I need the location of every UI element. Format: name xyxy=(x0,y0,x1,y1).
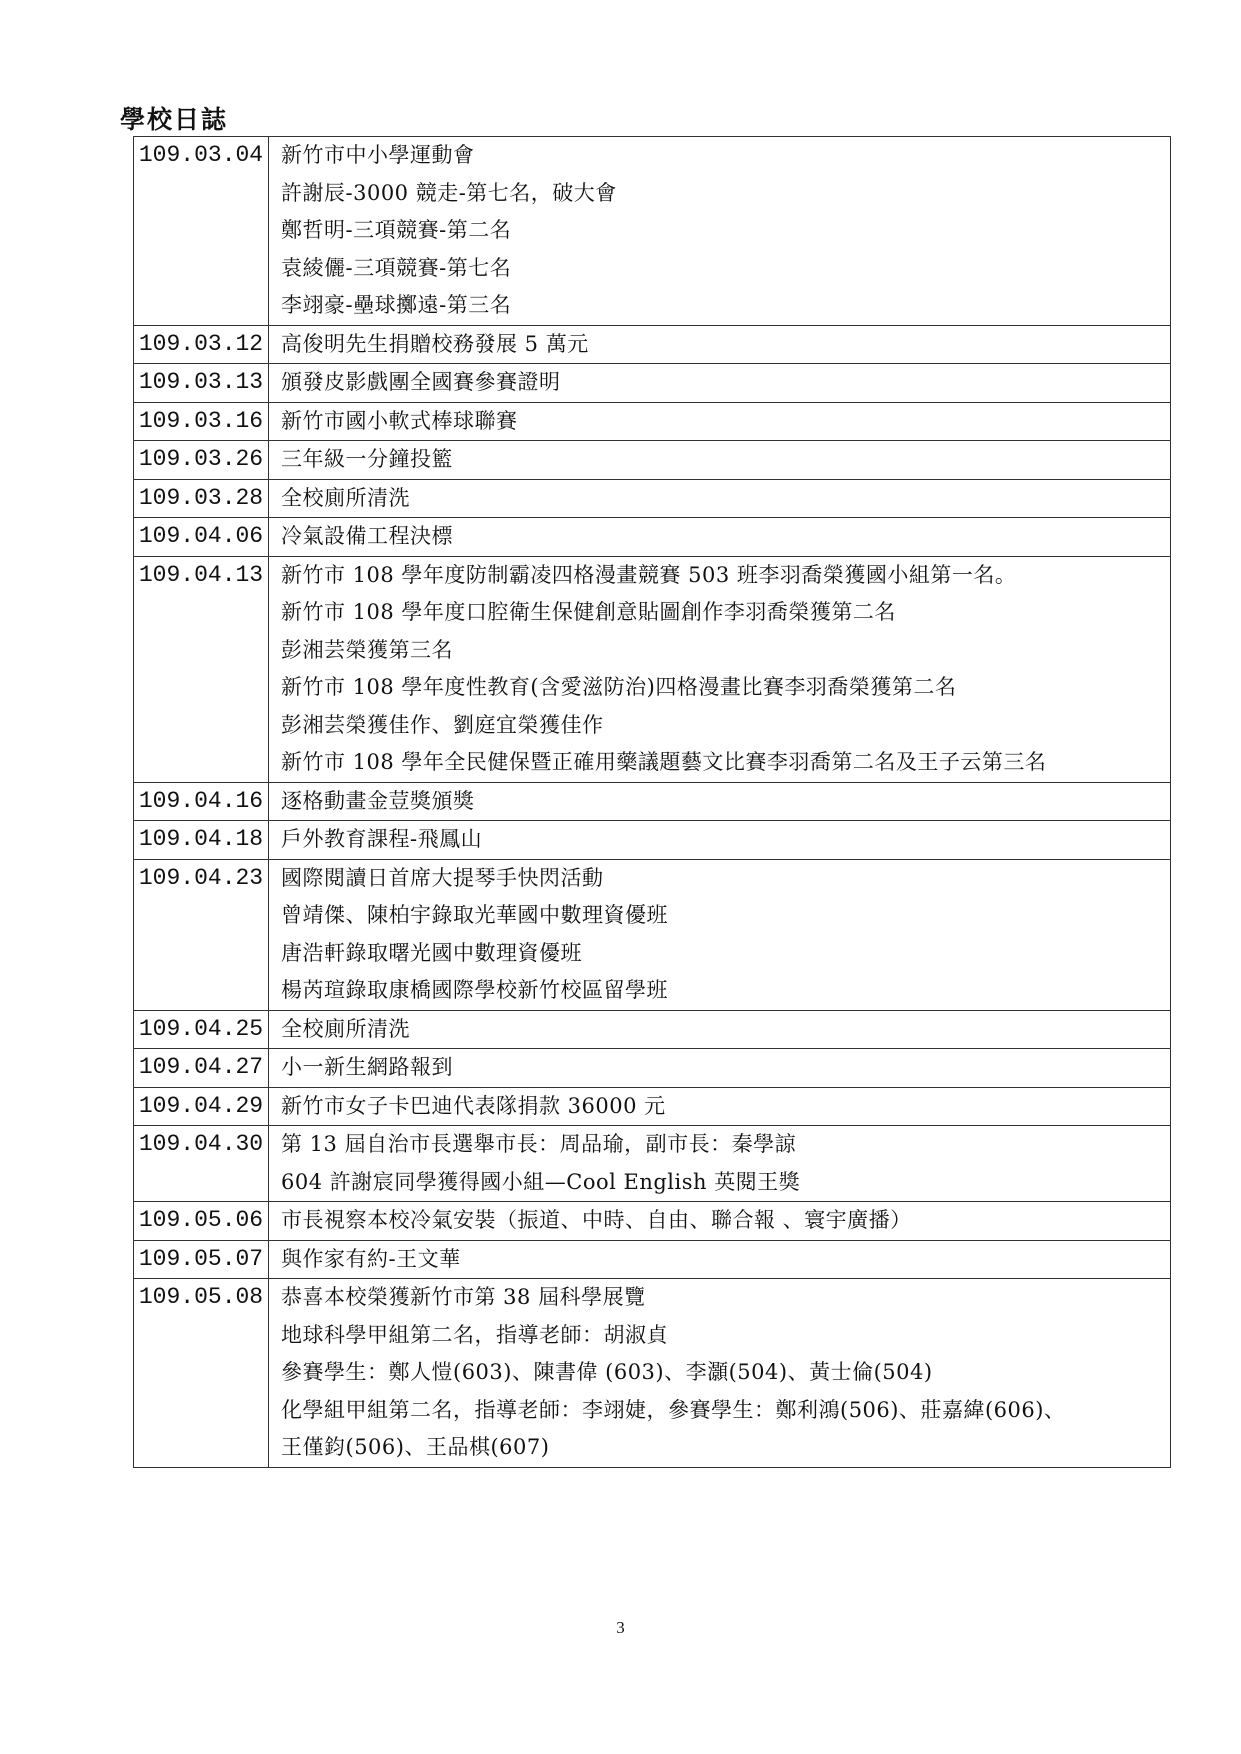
log-entry-row xyxy=(134,402,1171,441)
event-line: 新竹市 108 學年度口腔衛生保健創意貼圖創作李羽喬榮獲第二名 xyxy=(281,600,896,624)
entry-events xyxy=(269,1202,1171,1241)
event-line: 頒發皮影戲團全國賽參賽證明 xyxy=(281,370,561,394)
log-entry-row xyxy=(134,1087,1171,1126)
event-line: 楊芮瑄錄取康橋國際學校新竹校區留學班 xyxy=(281,978,668,1002)
event-line: 604 許謝宸同學獲得國小組—Cool English 英閱王獎 xyxy=(281,1169,801,1194)
entry-date: 109.04.06 xyxy=(134,518,269,557)
log-entry-row xyxy=(134,859,1171,1010)
event-line: 與作家有約-王文華 xyxy=(281,1246,461,1271)
entry-date: 109.03.26 xyxy=(134,441,269,480)
event-line: 三年級一分鐘投籃 xyxy=(281,447,453,471)
event-line: 地球科學甲組第二名，指導老師：胡淑貞 xyxy=(281,1322,668,1347)
entry-events xyxy=(269,859,1171,1010)
event-line: 新竹市國小軟式棒球聯賽 xyxy=(281,408,518,433)
event-line: 市長視察本校冷氣安裝（振道、中時、自由、聯合報 、寰宇廣播） xyxy=(281,1208,912,1232)
event-line: 逐格動畫金荳獎頒獎 xyxy=(281,788,475,813)
event-line: 新竹市 108 學年度防制霸凌四格漫畫競賽 503 班李羽喬榮獲國小組第一名。 xyxy=(281,562,1017,587)
entry-events xyxy=(269,479,1171,518)
event-line: 新竹市 108 學年度性教育(含愛滋防治)四格漫畫比賽李羽喬榮獲第二名 xyxy=(281,675,957,699)
entry-events xyxy=(269,518,1171,557)
event-line: 袁綾儷-三項競賽-第七名 xyxy=(281,255,512,280)
entry-date: 109.03.13 xyxy=(134,364,269,403)
entry-date: 109.04.27 xyxy=(134,1049,269,1088)
entry-events xyxy=(269,1087,1171,1126)
event-line: 參賽學生：鄭人愷(603)、陳書偉 (603)、李灝(504)、黃士倫(504) xyxy=(281,1360,933,1384)
event-line: 全校廁所清洗 xyxy=(281,485,410,510)
log-entry-row xyxy=(134,1010,1171,1049)
entry-date: 109.04.30 xyxy=(134,1126,269,1202)
log-entry-row xyxy=(134,325,1171,364)
event-line: 彭湘芸榮獲第三名 xyxy=(281,637,453,662)
event-line: 第 13 屆自治市長選舉市長：周品瑜，副市長：秦學諒 xyxy=(281,1132,797,1156)
log-entry-row xyxy=(134,518,1171,557)
event-line: 新竹市 108 學年全民健保暨正確用藥議題藝文比賽李羽喬第二名及王子云第三名 xyxy=(281,750,1047,774)
entry-events xyxy=(269,325,1171,364)
entry-events xyxy=(269,441,1171,480)
event-line: 許謝辰-3000 競走-第七名，破大會 xyxy=(281,180,617,205)
log-entry-row xyxy=(134,1279,1171,1468)
log-entry-row xyxy=(134,1202,1171,1241)
event-line: 王僅鈞(506)、王品棋(607) xyxy=(281,1435,550,1459)
entry-date: 109.04.13 xyxy=(134,556,269,782)
page-title: 學校日誌 xyxy=(120,105,229,134)
entry-date: 109.04.25 xyxy=(134,1010,269,1049)
entry-events xyxy=(269,364,1171,403)
log-entry-row xyxy=(134,556,1171,782)
entry-date: 109.04.16 xyxy=(134,782,269,821)
log-entry-row xyxy=(134,821,1171,860)
event-line: 小一新生網路報到 xyxy=(281,1055,453,1079)
entry-date: 109.04.18 xyxy=(134,821,269,860)
school-log-table xyxy=(133,136,1171,1468)
log-entry-row xyxy=(134,1240,1171,1279)
entry-date: 109.04.23 xyxy=(134,859,269,1010)
log-entry-row xyxy=(134,479,1171,518)
event-line: 恭喜本校榮獲新竹市第 38 屆科學展覽 xyxy=(281,1285,646,1309)
entry-events xyxy=(269,1049,1171,1088)
entry-events xyxy=(269,1126,1171,1202)
entry-events xyxy=(269,402,1171,441)
entry-date: 109.03.12 xyxy=(134,325,269,364)
event-line: 新竹市中小學運動會 xyxy=(281,143,475,167)
entry-date: 109.03.16 xyxy=(134,402,269,441)
log-entry-row xyxy=(134,441,1171,480)
page-number: 3 xyxy=(616,1618,625,1637)
event-line: 國際閱讀日首席大提琴手快閃活動 xyxy=(281,865,604,890)
event-line: 高俊明先生捐贈校務發展 5 萬元 xyxy=(281,331,589,356)
log-entry-row xyxy=(134,782,1171,821)
entry-events xyxy=(269,1240,1171,1279)
event-line: 李翊豪-壘球擲遠-第三名 xyxy=(281,293,512,317)
entry-events xyxy=(269,556,1171,782)
log-entry-row xyxy=(134,1126,1171,1202)
log-entry-row xyxy=(134,364,1171,403)
entry-events xyxy=(269,1010,1171,1049)
entry-events xyxy=(269,137,1171,326)
entry-date: 109.03.04 xyxy=(134,137,269,326)
log-entry-row xyxy=(134,1049,1171,1088)
log-entry-row xyxy=(134,137,1171,326)
event-line: 新竹市女子卡巴迪代表隊捐款 36000 元 xyxy=(281,1093,666,1118)
event-line: 全校廁所清洗 xyxy=(281,1016,410,1041)
entry-date: 109.04.29 xyxy=(134,1087,269,1126)
event-line: 曾靖傑、陳柏宇錄取光華國中數理資優班 xyxy=(281,903,668,927)
entry-events xyxy=(269,821,1171,860)
entry-events xyxy=(269,1279,1171,1468)
event-line: 化學組甲組第二名，指導老師：李翊婕，參賽學生：鄭利鴻(506)、莊嘉緯(606)、 xyxy=(281,1397,1066,1422)
event-line: 冷氣設備工程決標 xyxy=(281,524,453,548)
entry-date: 109.05.06 xyxy=(134,1202,269,1241)
entry-events xyxy=(269,782,1171,821)
event-line: 戶外教育課程-飛鳳山 xyxy=(281,827,483,851)
entry-date: 109.05.07 xyxy=(134,1240,269,1279)
entry-date: 109.05.08 xyxy=(134,1279,269,1468)
school-log-body xyxy=(134,137,1171,1468)
event-line: 鄭哲明-三項競賽-第二名 xyxy=(281,218,512,242)
event-line: 彭湘芸榮獲佳作、劉庭宜榮獲佳作 xyxy=(281,712,604,737)
event-line: 唐浩軒錄取曙光國中數理資優班 xyxy=(281,940,582,965)
entry-date: 109.03.28 xyxy=(134,479,269,518)
